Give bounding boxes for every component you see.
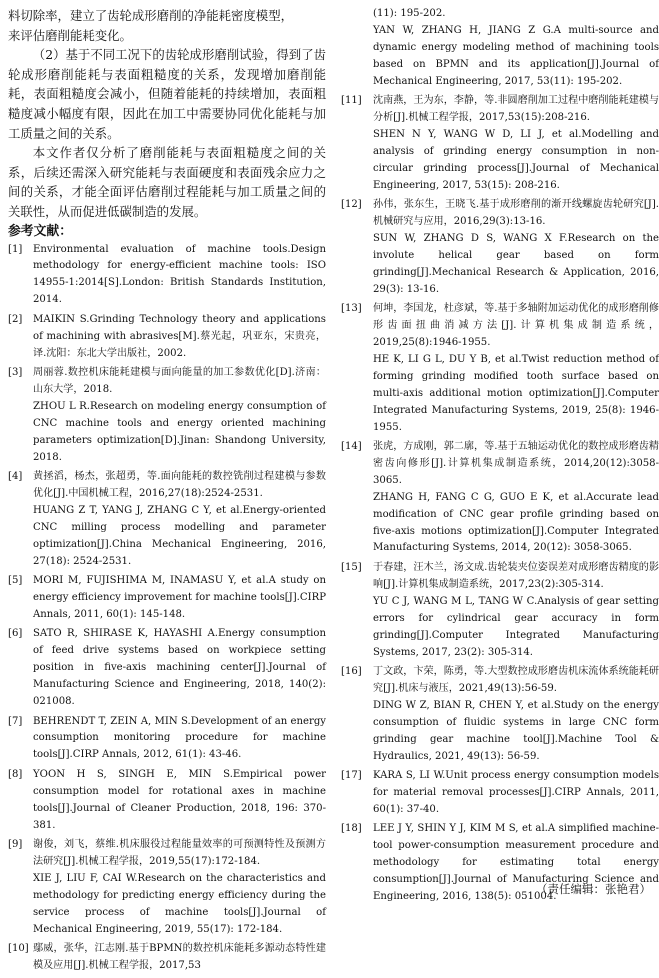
reference-line: LEE J Y, SHIN Y J, KIM M S, et al.A simplified machine-tool power-consumption measurement procedure and methodology for estimating total energy consumption[J].Journal of Manufacturing Science and Engineering, 2016, 138(5): 051004. <box>373 823 659 902</box>
reference-number: [10] <box>8 943 29 955</box>
reference-number: [5] <box>8 575 23 587</box>
reference-number: [12] <box>341 199 362 211</box>
reference-line: KARA S, LI W.Unit process energy consumption models for material removal processes[J].CIRP Annals, 2011, 60(1): 37-40. <box>373 770 659 815</box>
conclusion-paragraph-2: （2）基于不同工况下的齿轮成形磨削试验，得到了齿轮成形磨削能耗与表面粗糙度的关系，发现增加磨削能耗，表面粗糙度会减小，但随着能耗的持续增加，表面粗糙度减小幅度有限，因此在加工中需要协同优化能耗与加工质量之间的关系。 <box>8 47 326 141</box>
reference-item <box>341 560 659 661</box>
reference-item <box>341 301 659 436</box>
reference-item <box>8 767 326 835</box>
reference-number: [9] <box>8 839 23 851</box>
reference-line: SHEN N Y, WANG W D, LI J, et al.Modelling and analysis of grinding energy consumption in non-circular grinding process[J].Journal of Mechanical Engineering, 2017, 53(15): 208-216. <box>373 128 659 191</box>
reference-item <box>341 197 659 298</box>
reference-item <box>341 768 659 819</box>
reference-line: HUANG Z T, YANG J, ZHANG C Y, et al.Energy-oriented CNC milling process modelling and parameter optimization[J].China Mechanical Engineering, 2016, 27(18): 2524-2531. <box>33 504 326 567</box>
reference-item <box>8 837 326 938</box>
intro-line-1: 料切除率，建立了齿轮成形磨削的净能耗密度模型， <box>8 8 293 23</box>
reference-number: [7] <box>8 715 23 727</box>
reference-line: 于春建，汪木兰，汤文成.齿轮装夹位姿误差对成形磨齿精度的影响[J].计算机集成制造系统，2017,23(2):305-314. <box>373 561 659 590</box>
reference-number: [14] <box>341 441 362 453</box>
right-column <box>341 6 659 908</box>
reference-line: 黄拯滔，杨杰，张超勇，等.面向能耗的数控铣削过程建模与参数优化[J].中国机械工程，2016,27(18):2524-2531. <box>33 471 326 499</box>
reference-line: 谢俊，刘飞，蔡维.机床服役过程能量效率的可预测特性及预测方法研究[J].机械工程学报，2019,55(17):172-184. <box>33 839 326 867</box>
reference-list-right <box>341 93 659 906</box>
reference-number: [18] <box>341 823 362 835</box>
reference-line: ZHOU L R.Research on modeling energy consumption of CNC machine tools and energy oriented machining parameters optimization[D].Jinan: Shandong University, 2018. <box>33 400 326 463</box>
reference-line: XIE J, LIU F, CAI W.Research on the characteristics and methodology for predicting energy efficiency during the service process of machine tools[J].Journal of Mechanical Engineering, 2019, 55(17): 172-184. <box>33 872 326 935</box>
reference-item <box>8 365 326 466</box>
reference-line: (11): 195-202. <box>373 8 446 19</box>
reference-item <box>341 439 659 557</box>
reference-line: SUN W, ZHANG D S, WANG X F.Research on the involute helical gear based on form grinding[J].Mechanical Research & Application, 2016, 29(3): 13-16. <box>373 232 659 295</box>
reference-item <box>341 664 659 765</box>
reference-item-continuation <box>341 6 659 91</box>
reference-number: [1] <box>8 243 23 255</box>
reference-item <box>8 714 326 765</box>
reference-line: 丁文政，卞荣，陈勇，等.大型数控成形磨齿机床流体系统能耗研究[J].机床与液压，2021,49(13):56-59. <box>373 666 659 694</box>
reference-line: YU C J, WANG M L, TANG W C.Analysis of gear setting errors for cylindrical gear accuracy in form grinding[J].Computer Integrated Manufacturing Systems, 2017, 23(2): 305-314. <box>373 595 659 658</box>
reference-number: [16] <box>341 666 362 677</box>
reference-line: 孙伟，张东生，王晓飞.基于成形磨削的渐开线螺旋齿轮研究[J].机械研究与应用，2016,29(3):13-16. <box>373 199 659 228</box>
reference-number: [11] <box>341 95 362 107</box>
reference-number: [6] <box>8 628 23 640</box>
intro-line-2: 来评估磨削能耗变化。 <box>8 27 132 43</box>
reference-line: BEHRENDT T, ZEIN A, MIN S.Development of an energy consumption monitoring procedure for machine tools[J].CIRP Annals, 2012, 61(1): 43-46. <box>33 715 326 761</box>
reference-item <box>8 469 326 570</box>
responsible-editor: （责任编辑：张艳君） <box>536 882 651 896</box>
reference-line: 鄢威，张华，江志刚.基于BPMN的数控机床能耗多源动态特性建模及应用[J].机械工程学报，2017,53 <box>33 943 326 972</box>
reference-line: ZHANG H, FANG C G, GUO E K, et al.Accurate lead modification of CNC gear profile grinding based on five-axis motions optimization[J].Computer Integrated Manufacturing Systems, 2014, 20(12): 3058-3065. <box>373 491 659 554</box>
reference-line: MAIKIN S.Grinding Technology theory and applications of machining with abrasives[M].蔡光起，巩亚东，宋贵亮，译.沈阳：东北大学出版社，2002. <box>33 313 326 359</box>
reference-line: DING W Z, BIAN R, CHEN Y, et al.Study on the energy consumption of fluidic systems in large CNC form grinding gear machine tool[J].Machine Tool & Hydraulics, 2021, 49(13): 56-59. <box>373 699 659 762</box>
reference-number: [3] <box>8 367 23 379</box>
reference-number: [15] <box>341 561 362 573</box>
reference-line: MORI M, FUJISHIMA M, INAMASU Y, et al.A study on energy efficiency improvement for machine tools[J].CIRP Annals, 2011, 60(1): 145-148. <box>33 575 326 620</box>
reference-item <box>8 941 326 975</box>
reference-item <box>341 93 659 194</box>
reference-list-left <box>8 242 326 975</box>
reference-number: [4] <box>8 471 23 483</box>
conclusion-paragraph-3: 本文作者仅分析了磨削能耗与表面粗糙度之间的关系，后续还需深入研究能耗与表面硬度和表面残余应力之间的关系，才能全面评估磨削过程能耗与加工质量之间的关联性，从而促进低碳制造的发展。 <box>8 145 326 219</box>
reference-line: SATO R, SHIRASE K, HAYASHI A.Energy consumption of feed drive systems based on workpiece setting position in five-axis machining center[J].Journal of Manufacturing Science and Engineering, 2018, 140(2): 021008. <box>33 628 326 708</box>
reference-number: [8] <box>8 768 23 780</box>
reference-number: [2] <box>8 313 23 325</box>
reference-line: 何坤，李国龙，杜彦斌，等.基于多轴附加运动优化的成形磨削修形齿面扭曲消减方法[J].计算机集成制造系统，2019,25(8):1946-1955. <box>373 303 659 348</box>
reference-item <box>8 312 326 363</box>
reference-line: Environmental evaluation of machine tools.Design methodology for energy-efficient machine tools: ISO 14955-1:2014[S].London: British Standards Institution, 2014. <box>33 243 326 306</box>
references-heading: 参考文献： <box>8 223 72 239</box>
reference-line: YOON H S, SINGH E, MIN S.Empirical power consumption model for rotational axes in machine tools[J].Journal of Cleaner Production, 2018, 196: 370-381. <box>33 768 326 831</box>
reference-item <box>8 573 326 624</box>
reference-line: 周丽蓉.数控机床能耗建模与面向能量的加工参数优化[D].济南：山东大学，2018. <box>33 367 326 395</box>
reference-10-continuation <box>341 6 659 91</box>
reference-number: [17] <box>341 770 362 782</box>
reference-line: HE K, LI G L, DU Y B, et al.Twist reduction method of forming grinding modified tooth surface based on multi-axis additional motion optimization[J].Computer Integrated Manufacturing Systems, 2019, 25(8): 1946-1955. <box>373 353 659 433</box>
reference-line: 沈南燕，王为东，李静，等.非圆磨削加工过程中磨削能耗建模与分析[J].机械工程学报，2017,53(15):208-216. <box>373 95 659 124</box>
left-column <box>8 6 326 978</box>
reference-item <box>8 626 326 711</box>
reference-line: 张虎，方成刚，郭二廓，等.基于五轴运动优化的数控成形磨齿精密齿向修形[J].计算机集成制造系统，2014,20(12):3058-3065. <box>373 441 659 486</box>
intro-continuation <box>8 6 326 45</box>
reference-item <box>8 242 326 310</box>
reference-number: [13] <box>341 303 362 315</box>
reference-line: YAN W, ZHANG H, JIANG Z G.A multi-source and dynamic energy modeling method of machining tools based on BPMN and its application[J].Journal of Mechanical Engineering, 2017, 53(11): 195-202. <box>373 24 659 87</box>
